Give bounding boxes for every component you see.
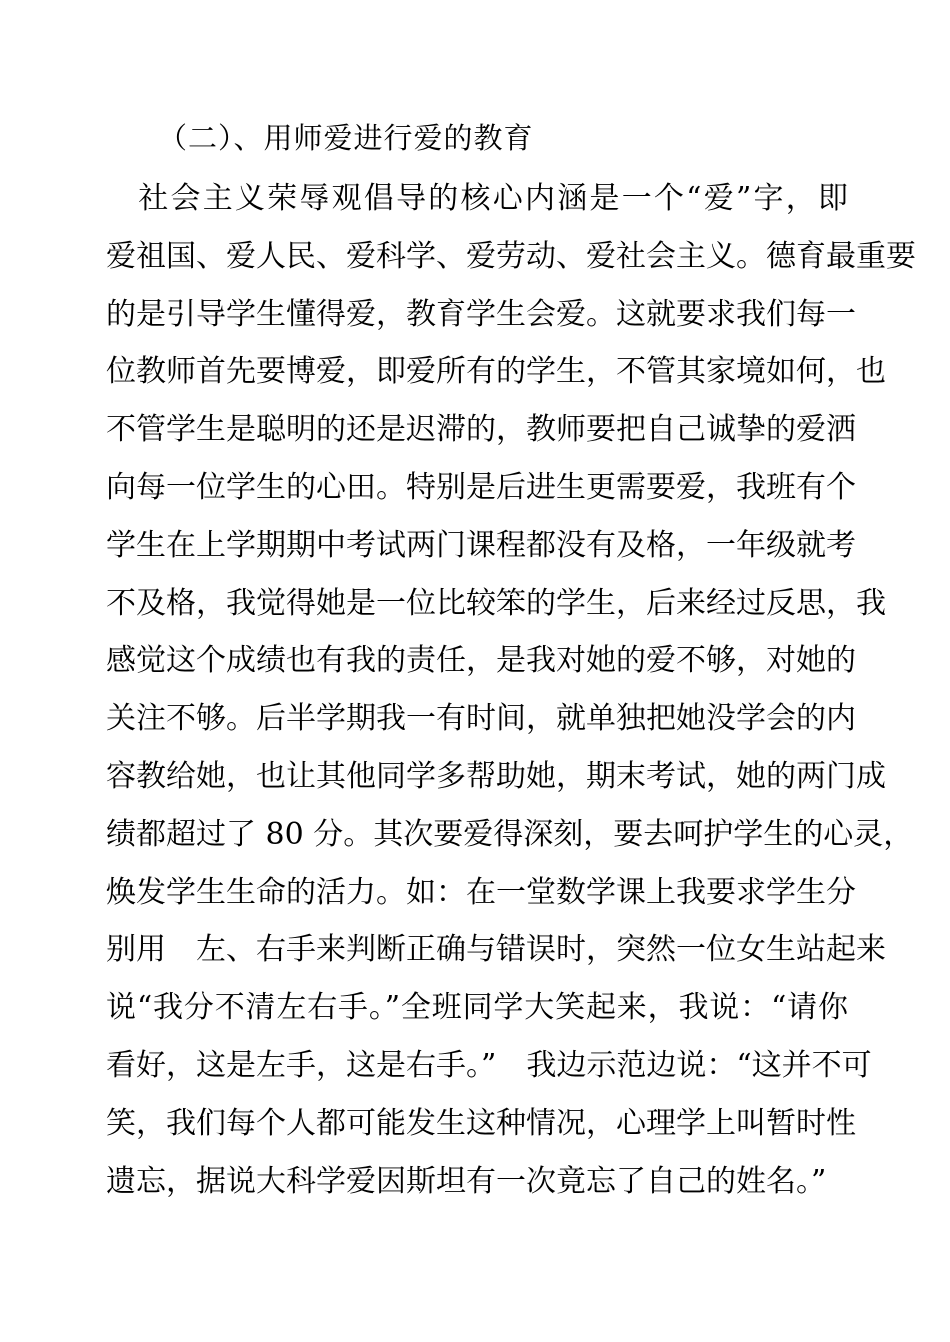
text-line: 学生在上学期期中考试两门课程都没有及格，一年级就考	[106, 527, 856, 563]
text-line: 说“我分不清左右手。”全班同学大笑起来，我说：“请你	[106, 990, 848, 1026]
text-line: 感觉这个成绩也有我的责任，是我对她的爱不够，对她的	[106, 643, 856, 679]
text-line: 遗忘，据说大科学爱因斯坦有一次竟忘了自己的姓名。”	[106, 1163, 827, 1199]
body-paragraph	[106, 177, 916, 1217]
text-line: 位教师首先要博爱，即爱所有的学生，不管其家境如何，也	[106, 354, 886, 390]
section-heading: （二）、用师爱进行爱的教育	[158, 121, 534, 155]
text-line: 关注不够。后半学期我一有时间，就单独把她没学会的内	[106, 701, 856, 737]
text-line: 爱祖国、爱人民、爱科学、爱劳动、爱社会主义。德育最重要	[106, 238, 916, 274]
text-line: 别用 左、右手来判断正确与错误时，突然一位女生站起来	[106, 932, 886, 968]
text-line: 不及格，我觉得她是一位比较笨的学生，后来经过反思，我	[106, 585, 886, 621]
text-line: 容教给她，也让其他同学多帮助她，期末考试，她的两门成	[106, 758, 886, 794]
text-line: 的是引导学生懂得爱，教育学生会爱。这就要求我们每一	[106, 296, 856, 332]
text-line: 向每一位学生的心田。特别是后进生更需要爱，我班有个	[106, 469, 856, 505]
text-line: 绩都超过了 80 分。其次要爱得深刻，要去呵护学生的心灵，	[106, 816, 914, 852]
text-line: 笑，我们每个人都可能发生这种情况，心理学上叫暂时性	[106, 1105, 856, 1141]
text-line: 不管学生是聪明的还是迟滞的，教师要把自己诚挚的爱洒	[106, 412, 856, 448]
text-line: 看好，这是左手，这是右手。” 我边示范边说：“这并不可	[106, 1047, 872, 1083]
text-line: 焕发学生生命的活力。如：在一堂数学课上我要求学生分	[106, 874, 856, 910]
text-line: 社会主义荣辱观倡导的核心内涵是一个“爱”字，即	[106, 181, 848, 216]
